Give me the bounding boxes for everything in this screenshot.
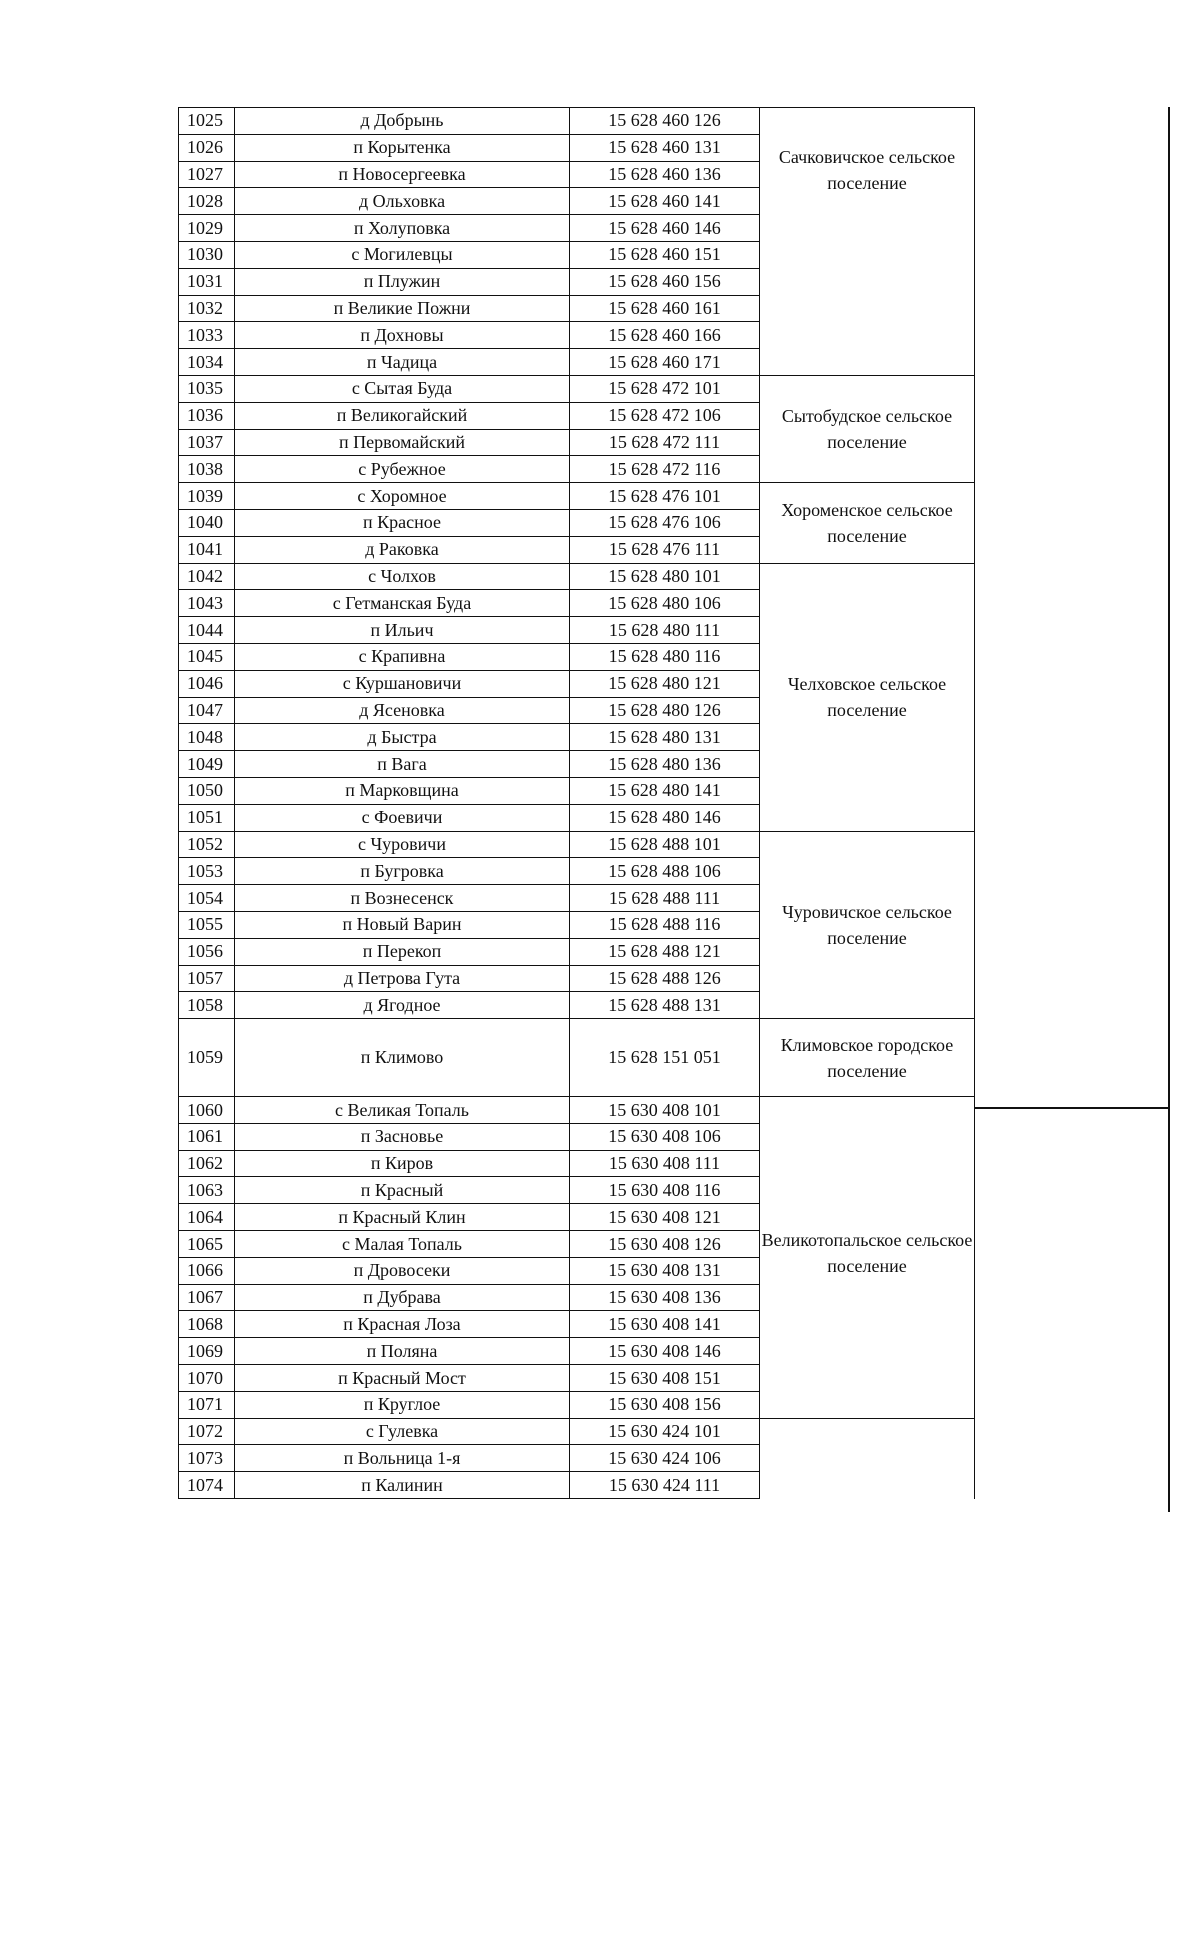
settlement-name: п Дровосеки (235, 1257, 570, 1284)
row-number: 1030 (179, 241, 235, 268)
oktmo-code: 15 628 460 131 (570, 134, 760, 161)
row-number: 1070 (179, 1365, 235, 1392)
row-number: 1047 (179, 697, 235, 724)
oktmo-code: 15 630 408 146 (570, 1338, 760, 1365)
settlement-name: с Хоромное (235, 483, 570, 510)
row-number: 1054 (179, 885, 235, 912)
oktmo-code: 15 630 408 101 (570, 1097, 760, 1124)
settlements-table (178, 107, 975, 1499)
settlement-name: п Вознесенск (235, 885, 570, 912)
oktmo-code: 15 628 476 101 (570, 483, 760, 510)
oktmo-code: 15 628 480 111 (570, 617, 760, 644)
settlement-name: с Рубежное (235, 456, 570, 483)
settlement-name: п Поляна (235, 1338, 570, 1365)
oktmo-code: 15 628 480 146 (570, 804, 760, 831)
oktmo-code: 15 628 480 101 (570, 563, 760, 590)
row-number: 1053 (179, 858, 235, 885)
row-number: 1062 (179, 1150, 235, 1177)
oktmo-code: 15 628 460 136 (570, 161, 760, 188)
settlement-name: п Вольница 1-я (235, 1445, 570, 1472)
settlement-name: п Холуповка (235, 215, 570, 242)
oktmo-code: 15 630 408 156 (570, 1391, 760, 1418)
settlement-name: с Гулевка (235, 1418, 570, 1445)
settlement-name: с Сытая Буда (235, 375, 570, 402)
table-row (179, 1019, 975, 1097)
row-number: 1061 (179, 1123, 235, 1150)
row-number: 1042 (179, 563, 235, 590)
row-number: 1044 (179, 617, 235, 644)
municipality-name: Хороменское сельское поселение (760, 483, 975, 563)
municipality-name (760, 1418, 975, 1498)
oktmo-code: 15 630 408 106 (570, 1123, 760, 1150)
row-number: 1073 (179, 1445, 235, 1472)
table-row (179, 831, 975, 858)
settlement-name: с Гетманская Буда (235, 590, 570, 617)
settlement-name: п Красный Мост (235, 1365, 570, 1392)
row-number: 1072 (179, 1418, 235, 1445)
table-row (179, 1418, 975, 1445)
row-number: 1055 (179, 911, 235, 938)
row-number: 1027 (179, 161, 235, 188)
oktmo-code: 15 628 480 126 (570, 697, 760, 724)
settlement-name: п Бугровка (235, 858, 570, 885)
row-number: 1065 (179, 1231, 235, 1258)
settlement-name: п Киров (235, 1150, 570, 1177)
row-number: 1058 (179, 992, 235, 1019)
oktmo-code: 15 628 480 116 (570, 643, 760, 670)
oktmo-code: 15 630 408 136 (570, 1284, 760, 1311)
oktmo-code: 15 630 408 131 (570, 1257, 760, 1284)
row-number: 1033 (179, 322, 235, 349)
oktmo-code: 15 628 480 121 (570, 670, 760, 697)
row-number: 1040 (179, 509, 235, 536)
oktmo-code: 15 628 476 111 (570, 536, 760, 563)
oktmo-code: 15 628 488 126 (570, 965, 760, 992)
oktmo-code: 15 630 424 111 (570, 1472, 760, 1499)
settlement-name: с Малая Топаль (235, 1231, 570, 1258)
oktmo-code: 15 628 488 101 (570, 831, 760, 858)
row-number: 1029 (179, 215, 235, 242)
settlement-name: п Плужин (235, 268, 570, 295)
row-number: 1052 (179, 831, 235, 858)
oktmo-code: 15 628 151 051 (570, 1019, 760, 1097)
oktmo-code: 15 630 424 106 (570, 1445, 760, 1472)
oktmo-code: 15 630 408 141 (570, 1311, 760, 1338)
settlement-name: п Красное (235, 509, 570, 536)
row-number: 1038 (179, 456, 235, 483)
settlement-name: с Могилевцы (235, 241, 570, 268)
settlement-name: с Чолхов (235, 563, 570, 590)
settlement-name: д Петрова Гута (235, 965, 570, 992)
table-divider-line (974, 1107, 1170, 1109)
row-number: 1069 (179, 1338, 235, 1365)
table-border-right (1168, 107, 1170, 1512)
settlement-name: с Куршановичи (235, 670, 570, 697)
oktmo-code: 15 628 488 121 (570, 938, 760, 965)
settlement-name: д Ягодное (235, 992, 570, 1019)
row-number: 1032 (179, 295, 235, 322)
settlement-name: п Перекоп (235, 938, 570, 965)
oktmo-code: 15 628 488 111 (570, 885, 760, 912)
row-number: 1057 (179, 965, 235, 992)
settlement-name: п Чадица (235, 349, 570, 376)
row-number: 1026 (179, 134, 235, 161)
row-number: 1050 (179, 777, 235, 804)
oktmo-code: 15 628 460 146 (570, 215, 760, 242)
oktmo-code: 15 630 408 151 (570, 1365, 760, 1392)
row-number: 1045 (179, 643, 235, 670)
settlement-name: с Чуровичи (235, 831, 570, 858)
settlement-name: п Круглое (235, 1391, 570, 1418)
row-number: 1041 (179, 536, 235, 563)
row-number: 1071 (179, 1391, 235, 1418)
settlement-name: п Дохновы (235, 322, 570, 349)
settlement-name: п Первомайский (235, 429, 570, 456)
oktmo-code: 15 630 424 101 (570, 1418, 760, 1445)
row-number: 1048 (179, 724, 235, 751)
table-row (179, 563, 975, 590)
settlement-name: п Великие Пожни (235, 295, 570, 322)
row-number: 1063 (179, 1177, 235, 1204)
oktmo-code: 15 628 472 101 (570, 375, 760, 402)
row-number: 1068 (179, 1311, 235, 1338)
settlement-name: д Быстра (235, 724, 570, 751)
municipality-name: Сачковичское сельское поселение (760, 108, 975, 376)
row-number: 1060 (179, 1097, 235, 1124)
row-number: 1059 (179, 1019, 235, 1097)
row-number: 1043 (179, 590, 235, 617)
oktmo-code: 15 628 476 106 (570, 509, 760, 536)
oktmo-code: 15 628 460 126 (570, 108, 760, 135)
table-row (179, 108, 975, 135)
row-number: 1056 (179, 938, 235, 965)
oktmo-code: 15 630 408 121 (570, 1204, 760, 1231)
row-number: 1039 (179, 483, 235, 510)
settlement-name: с Крапивна (235, 643, 570, 670)
settlement-name: д Добрынь (235, 108, 570, 135)
oktmo-code: 15 628 460 156 (570, 268, 760, 295)
row-number: 1036 (179, 402, 235, 429)
oktmo-code: 15 628 460 166 (570, 322, 760, 349)
row-number: 1067 (179, 1284, 235, 1311)
settlement-name: п Ильич (235, 617, 570, 644)
row-number: 1046 (179, 670, 235, 697)
settlement-name: п Вага (235, 751, 570, 778)
settlement-name: п Красный Клин (235, 1204, 570, 1231)
row-number: 1049 (179, 751, 235, 778)
row-number: 1035 (179, 375, 235, 402)
settlement-name: с Фоевичи (235, 804, 570, 831)
settlement-name: п Новосергеевка (235, 161, 570, 188)
oktmo-code: 15 628 472 111 (570, 429, 760, 456)
municipality-name: Великотопальское сельское поселение (760, 1097, 975, 1419)
oktmo-code: 15 628 460 151 (570, 241, 760, 268)
oktmo-code: 15 628 488 106 (570, 858, 760, 885)
oktmo-code: 15 628 480 136 (570, 751, 760, 778)
oktmo-code: 15 628 460 171 (570, 349, 760, 376)
settlement-name: п Красный (235, 1177, 570, 1204)
oktmo-code: 15 628 460 161 (570, 295, 760, 322)
oktmo-code: 15 628 480 131 (570, 724, 760, 751)
settlement-name: п Корытенка (235, 134, 570, 161)
oktmo-code: 15 628 480 141 (570, 777, 760, 804)
row-number: 1066 (179, 1257, 235, 1284)
settlement-name: п Великогайский (235, 402, 570, 429)
oktmo-code: 15 628 488 131 (570, 992, 760, 1019)
settlement-name: п Дубрава (235, 1284, 570, 1311)
oktmo-code: 15 630 408 111 (570, 1150, 760, 1177)
table-row (179, 375, 975, 402)
row-number: 1034 (179, 349, 235, 376)
settlement-name: п Новый Варин (235, 911, 570, 938)
municipality-name: Челховское сельское поселение (760, 563, 975, 831)
settlement-name: п Марковщина (235, 777, 570, 804)
row-number: 1074 (179, 1472, 235, 1499)
municipality-name: Чуровичское сельское поселение (760, 831, 975, 1019)
oktmo-code: 15 628 488 116 (570, 911, 760, 938)
oktmo-code: 15 628 480 106 (570, 590, 760, 617)
settlement-name: д Раковка (235, 536, 570, 563)
settlement-name: д Ясеновка (235, 697, 570, 724)
row-number: 1031 (179, 268, 235, 295)
oktmo-code: 15 630 408 116 (570, 1177, 760, 1204)
settlement-name: п Калинин (235, 1472, 570, 1499)
settlement-name: п Климово (235, 1019, 570, 1097)
oktmo-code: 15 628 460 141 (570, 188, 760, 215)
table-row (179, 483, 975, 510)
oktmo-code: 15 630 408 126 (570, 1231, 760, 1258)
oktmo-code: 15 628 472 116 (570, 456, 760, 483)
row-number: 1025 (179, 108, 235, 135)
oktmo-code: 15 628 472 106 (570, 402, 760, 429)
settlement-name: п Красная Лоза (235, 1311, 570, 1338)
settlement-name: д Ольховка (235, 188, 570, 215)
row-number: 1064 (179, 1204, 235, 1231)
row-number: 1037 (179, 429, 235, 456)
row-number: 1051 (179, 804, 235, 831)
municipality-name: Климовское городское поселение (760, 1019, 975, 1097)
municipality-name: Сытобудское сельское поселение (760, 375, 975, 482)
settlement-name: с Великая Топаль (235, 1097, 570, 1124)
settlement-name: п Засновье (235, 1123, 570, 1150)
row-number: 1028 (179, 188, 235, 215)
table-row (179, 1097, 975, 1124)
